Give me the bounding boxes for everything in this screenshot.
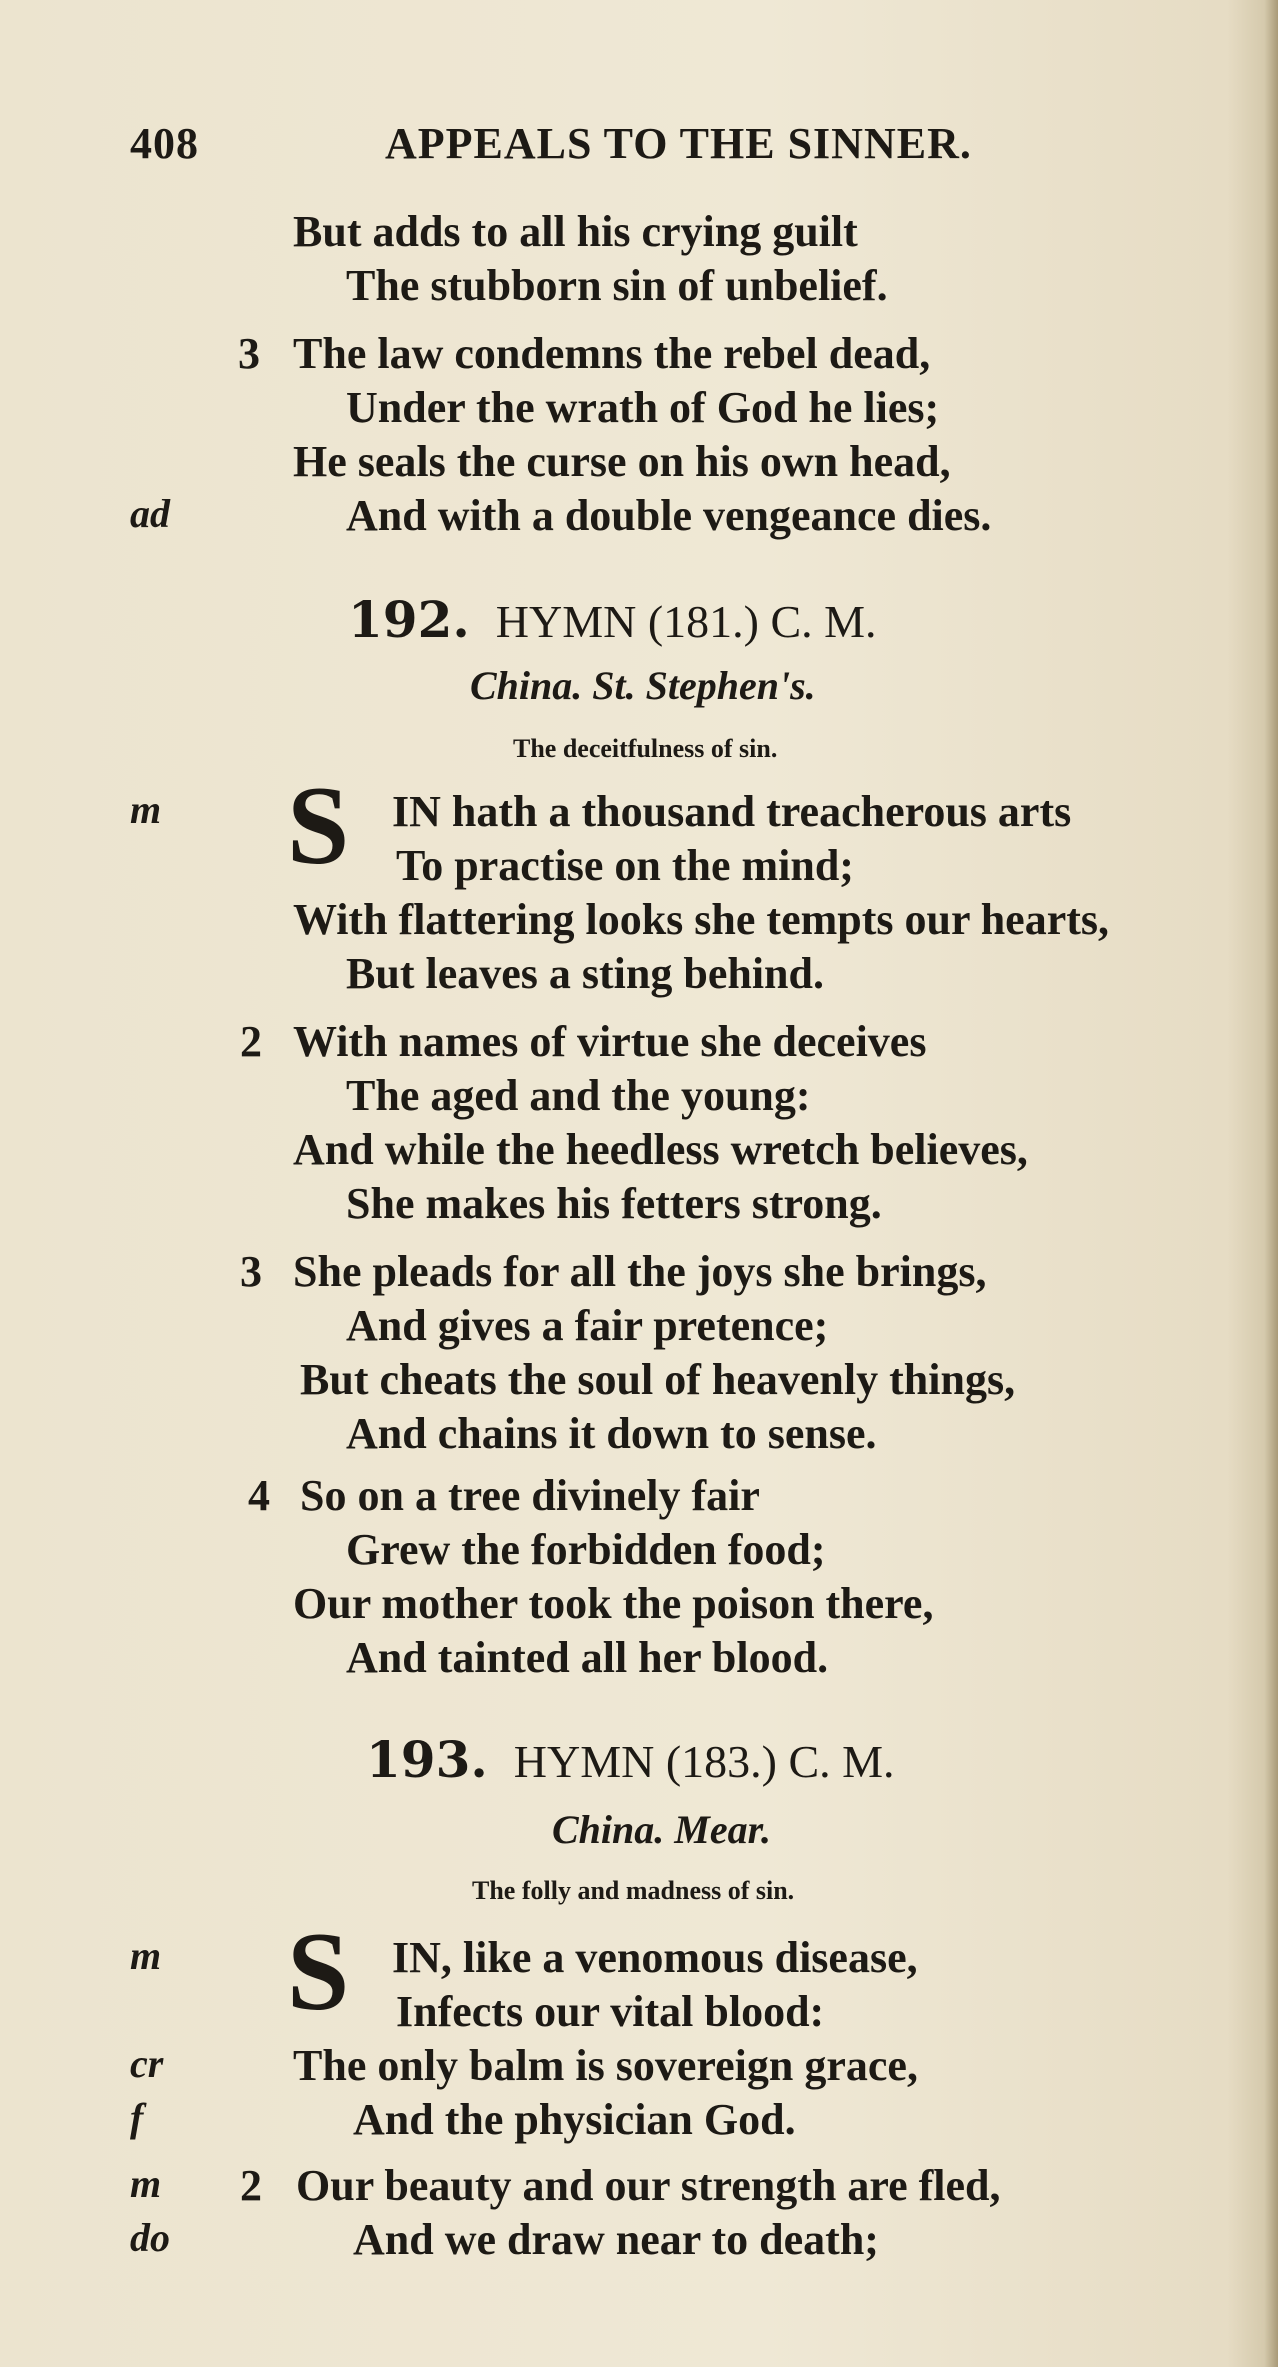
margin-mark: do	[130, 2215, 170, 2260]
hymn-tunes: China. St. Stephen's.	[470, 663, 816, 708]
verse-line: The law condemns the rebel dead,	[293, 329, 931, 378]
hymn-subject: The folly and madness of sin.	[472, 1876, 795, 1905]
hymn-heading	[366, 1730, 895, 1789]
verse-line: But leaves a sting behind.	[346, 949, 824, 998]
verse-line: The aged and the young:	[346, 1071, 811, 1120]
hymn-number: 192.	[348, 590, 470, 649]
hymn-subject: The deceitfulness of sin.	[513, 734, 778, 763]
verse-line: IN hath a thousand treacherous arts	[392, 787, 1072, 836]
running-title: APPEALS TO THE SINNER.	[385, 119, 972, 168]
verse-line: With flattering looks she tempts our hearts,	[293, 895, 1110, 944]
verse-line: The stubborn sin of unbelief.	[346, 261, 888, 310]
hymn-title: HYMN (183.) C. M.	[513, 1736, 895, 1787]
verse-line: And chains it down to sense.	[346, 1409, 877, 1458]
verse-line: Under the wrath of God he lies;	[346, 383, 940, 432]
verse-line: So on a tree divinely fair	[300, 1471, 760, 1520]
page-number: 408	[130, 119, 199, 168]
verse-line: And while the heedless wretch believes,	[293, 1125, 1028, 1174]
margin-mark: m	[130, 2161, 162, 2206]
verse-number: 2	[240, 2161, 262, 2210]
drop-cap: S	[287, 1910, 350, 2034]
margin-mark: f	[130, 2095, 144, 2140]
verse-line: She pleads for all the joys she brings,	[293, 1247, 987, 1296]
verse-line: Our beauty and our strength are fled,	[296, 2161, 1001, 2210]
verse-line: And the physician God.	[353, 2095, 796, 2144]
verse-line: And tainted all her blood.	[346, 1633, 829, 1682]
verse-number: 2	[240, 1017, 262, 1066]
verse-line: With names of virtue she deceives	[293, 1017, 927, 1066]
hymn-tunes: China. Mear.	[552, 1807, 771, 1852]
verse-line: And gives a fair pretence;	[346, 1301, 829, 1350]
verse-line: She makes his fetters strong.	[346, 1179, 882, 1228]
verse-line: And with a double vengeance dies.	[346, 491, 992, 540]
margin-mark: cr	[130, 2041, 164, 2086]
verse-line: And we draw near to death;	[353, 2215, 879, 2264]
verse-line: But adds to all his crying guilt	[293, 207, 858, 256]
margin-mark: m	[130, 787, 162, 832]
hymn-heading	[348, 590, 877, 649]
margin-mark: ad	[130, 491, 170, 536]
hymn-title: HYMN (181.) C. M.	[495, 596, 877, 647]
verse-line: IN, like a venomous disease,	[392, 1933, 918, 1982]
verse-line: To practise on the mind;	[396, 841, 854, 890]
verse-line: He seals the curse on his own head,	[293, 437, 951, 486]
verse-line: But cheats the soul of heavenly things,	[300, 1355, 1016, 1404]
hymn-number: 193.	[366, 1730, 488, 1789]
drop-cap: S	[287, 764, 350, 888]
verse-line: Grew the forbidden food;	[346, 1525, 826, 1574]
page-header	[130, 118, 972, 169]
verse-number: 4	[248, 1471, 270, 1520]
margin-mark: m	[130, 1933, 162, 1978]
verse-line: Infects our vital blood:	[396, 1987, 825, 2036]
verse-line: The only balm is sovereign grace,	[293, 2041, 918, 2090]
page-edge	[1264, 0, 1278, 2367]
verse-line: Our mother took the poison there,	[293, 1579, 934, 1628]
verse-number: 3	[240, 1247, 262, 1296]
verse-number: 3	[238, 329, 260, 378]
